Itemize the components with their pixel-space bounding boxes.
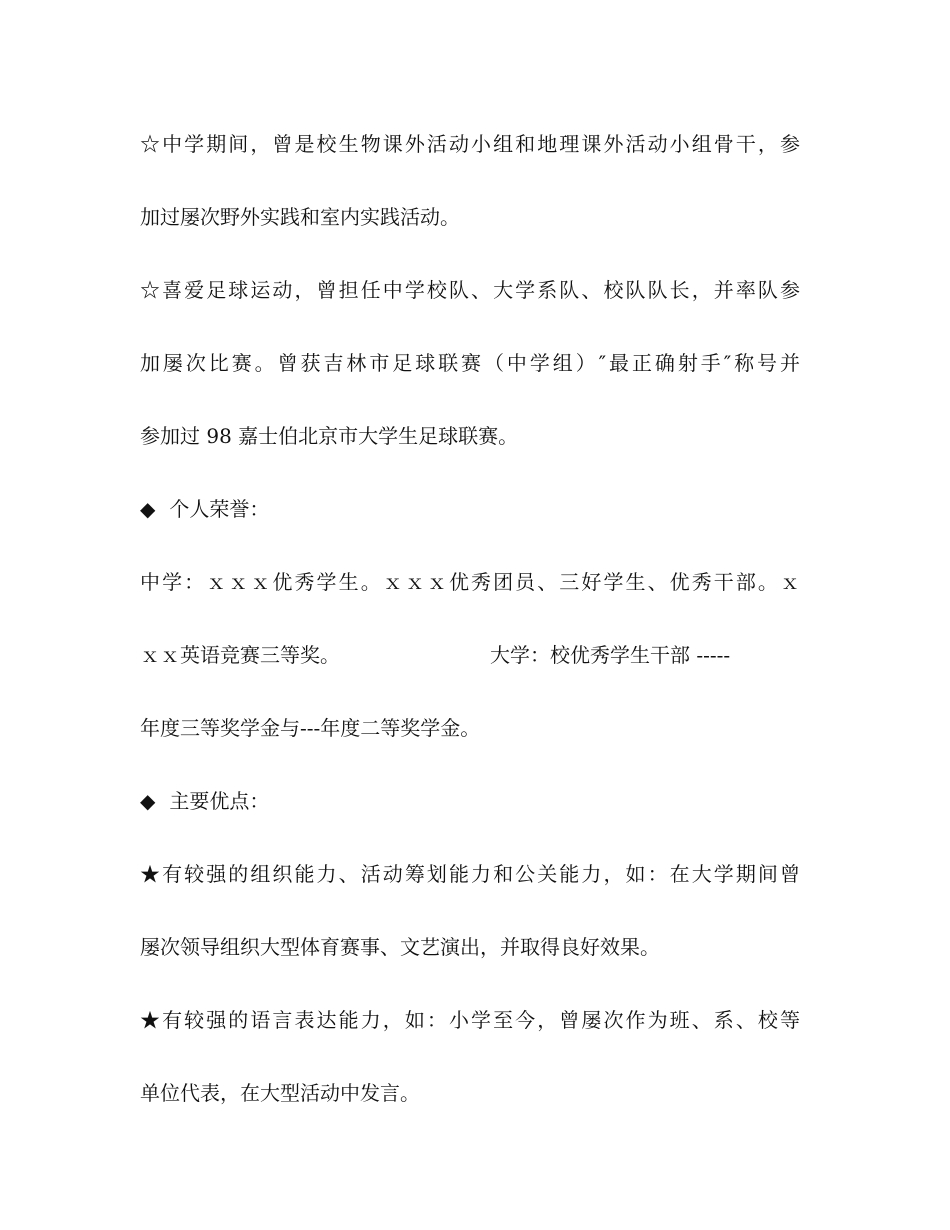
activity-1-line-2: 加过屡次野外实践和室内实践活动。 [140,205,460,229]
strength-1-line-2: 屡次领导组织大型体育赛事、文艺演出，并取得良好效果。 [140,935,660,959]
strengths-heading [140,787,800,815]
honors-heading-text: 个人荣誉： [169,497,270,521]
honors-line-2 [140,641,800,669]
diamond-bullet-icon: ◆ [140,789,156,813]
strength-2-line-2: 单位代表，在大型活动中发言。 [140,1081,420,1105]
honors-line-1: 中学：ｘｘｘ优秀学生。ｘｘｘ优秀团员、三好学生、优秀干部。ｘ [140,570,800,594]
activity-2-line-1: ☆喜爱足球运动，曾担任中学校队、大学系队、校队队长，并率队参 [140,278,800,302]
strengths-heading-text: 主要优点： [169,789,270,813]
activity-2-line-3: 参加过 98 嘉士伯北京市大学生足球联赛。 [140,424,519,448]
honors-line-3: 年度三等奖学金与---年度二等奖学金。 [140,716,481,740]
honors-line-2-right: 大学：校优秀学生干部 ----- [490,643,731,667]
strength-1-line-1: ★有较强的组织能力、活动筹划能力和公关能力，如：在大学期间曾 [140,862,800,886]
activity-1-line-1: ☆中学期间，曾是校生物课外活动小组和地理课外活动小组骨干，参 [140,132,800,156]
honors-line-2-left: ｘｘ英语竞赛三等奖。 [140,643,340,667]
activity-2-line-2: 加屡次比赛。曾获吉林市足球联赛（中学组）″最正确射手″称号并 [140,351,800,375]
diamond-bullet-icon: ◆ [140,497,156,521]
strength-2-line-1: ★有较强的语言表达能力，如：小学至今，曾屡次作为班、系、校等 [140,1008,800,1032]
honors-heading [140,495,800,523]
